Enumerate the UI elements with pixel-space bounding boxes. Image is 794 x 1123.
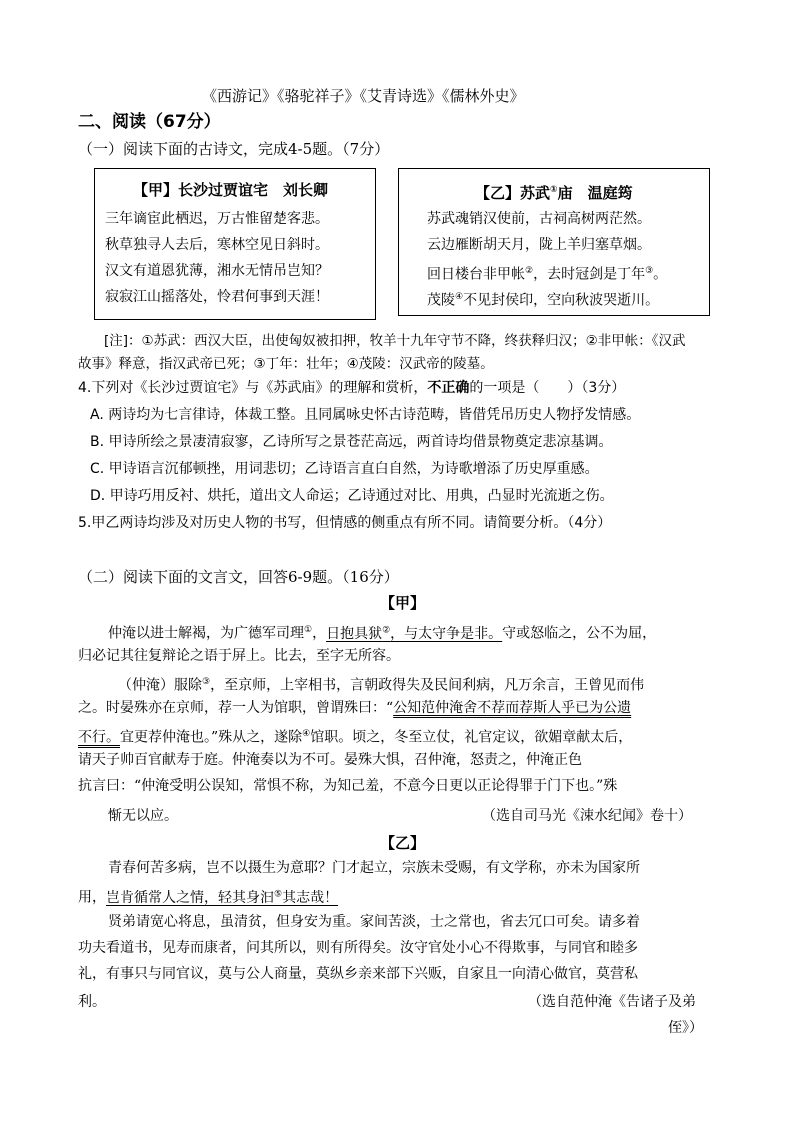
passage-a-line: （仲淹）服除③，至京师，上宰相书，言朝政得失及民间利病，凡万余言，王曾见而伟	[118, 677, 645, 694]
poem-b-title: 【乙】苏武①庙 温庭筠	[475, 184, 633, 202]
option-d: D. 甲诗巧用反衬、烘托，道出文人命运；乙诗通过对比、用典，凸显时光流逝之伤。	[90, 488, 614, 504]
section-title: 二、阅读（67分）	[78, 112, 221, 132]
poem-b-box	[398, 168, 710, 316]
passage-a-label: 【甲】	[380, 594, 426, 612]
option-b: B. 甲诗所绘之景凄清寂寥，乙诗所写之景苍茫高远，两首诗均借景物奠定悲凉基调。	[90, 434, 613, 450]
note-line: [注]：①苏武：西汉大臣，出使匈奴被扣押，牧羊十九年守节不降，终获释归汉；②非甲帐：《汉武	[104, 333, 686, 349]
source-a: （选自司马光《涑水纪闻》卷十）	[482, 808, 692, 824]
poem-b-line: 苏武魂销汉使前，古祠高树两茫然。	[427, 211, 651, 227]
note-line: 故事》释意，指汉武帝已死；③丁年：壮年；④茂陵：汉武帝的陵墓。	[78, 356, 494, 372]
passage-b-line: 贤弟请宽心将息，虽清贫，但身安为重。家间苦淡，士之常也，省去冗口可矣。请多着	[108, 914, 640, 930]
book-list-line: 《西游记》《骆驼祥子》《艾青诗选》《儒林外史》	[202, 87, 525, 105]
source-b-cont: 侄》）	[668, 1020, 703, 1036]
passage-b-line: 礼，有事只与同官议，莫与公人商量，莫纵乡亲来部下兴贩，自家且一向清心做官，莫营私	[78, 966, 638, 982]
poem-a-line: 三年谪宦此栖迟，万古惟留楚客悲。	[105, 211, 329, 227]
question-5: 5.甲乙两诗均涉及对历史人物的书写，但情感的侧重点有所不同。请简要分析。（4分）	[78, 515, 612, 531]
passage-b-line: 青春何苦多病，岂不以摄生为意耶？门才起立，宗族未受赐，有文学称，亦未为国家所	[108, 860, 640, 876]
passage-b-line: 功夫看道书，见寿而康者，问其所以，则有所得矣。汝守官处小心不得欺事，与同官和睦多	[78, 940, 638, 956]
poem-a-title: 【甲】长沙过贾谊宅 刘长卿	[133, 181, 329, 199]
passage-b-line: 用，岂肯循常人之情，轻其身汩⑤其志哉！	[78, 889, 339, 906]
poem-b-line: 云边雁断胡天月，陇上羊归塞草烟。	[427, 237, 651, 253]
passage-a-line: 请天子帅百官献寿于庭。仲淹奏以为不可。晏殊大惧，召仲淹，怒责之，仲淹正色	[78, 752, 582, 768]
passage-a-line: 不行。宜更荐仲淹也。”殊从之，遂除④馆职。顷之，冬至立仗，礼官定议，欲媚章献太后，	[78, 729, 633, 746]
poem-a-line: 汉文有道恩犹薄，湘水无情吊岂知？	[105, 263, 329, 279]
poem-a-box	[94, 168, 376, 320]
option-a: A. 两诗均为七言律诗，体裁工整。且同属咏史怀古诗范畴，皆借凭吊历史人物抒发情感。	[90, 407, 641, 423]
underlined-sentence: 岂肯循常人之情，轻其身汩⑤其志哉！	[106, 889, 339, 906]
underlined-sentence: 日抱具狱②，与太守争是非。	[326, 625, 503, 642]
poem-a-line: 秋草独寻人去后，寒林空见日斜时。	[105, 237, 329, 253]
passage-a-line: 之。时晏殊亦在京师，荐一人为馆职，曾谓殊曰：“公知范仲淹舍不荐而荐斯人乎已为公遗	[78, 700, 632, 716]
poem-b-line: 回日楼台非甲帐②，去时冠剑是丁年③。	[427, 266, 668, 283]
passage-a-line: 归必记其往复辩论之语于屏上。比去，至字无所容。	[78, 648, 400, 664]
sentence-break-question: 公知范仲淹舍不荐而荐斯人乎已为公遗	[393, 700, 632, 716]
poem-b-line: 茂陵④不见封侯印，空向秋波哭逝川。	[427, 292, 660, 309]
passage-b-line: 利。	[78, 994, 106, 1010]
part1-intro: （一）阅读下面的古诗文，完成4-5题。（7分）	[78, 140, 390, 158]
passage-a-line: 抗言曰：“仲淹受明公误知，常惧不称，为知己羞，不意今日更以正论得罪于门下也。”殊	[78, 778, 618, 794]
poem-a-line: 寂寂江山摇落处，怜君何事到天涯！	[105, 289, 329, 305]
question-4: 4.下列对《长沙过贾谊宅》与《苏武庙》的理解和赏析，不正确的一项是（ ）（3分）	[78, 380, 626, 396]
passage-a-line: 惭无以应。	[108, 808, 178, 824]
passage-a-line: 仲淹以进士解褐，为广德军司理①，日抱具狱②，与太守争是非。守或怒临之，公不为屈，	[108, 625, 657, 642]
source-b: （选自范仲淹《告诸子及弟	[528, 994, 696, 1010]
passage-b-label: 【乙】	[380, 834, 426, 852]
part2-intro: （二）阅读下面的文言文，回答6-9题。（16分）	[78, 568, 399, 586]
option-c: C. 甲诗语言沉郁顿挫，用词悲切；乙诗语言直白自然，为诗歌增添了历史厚重感。	[90, 461, 599, 477]
